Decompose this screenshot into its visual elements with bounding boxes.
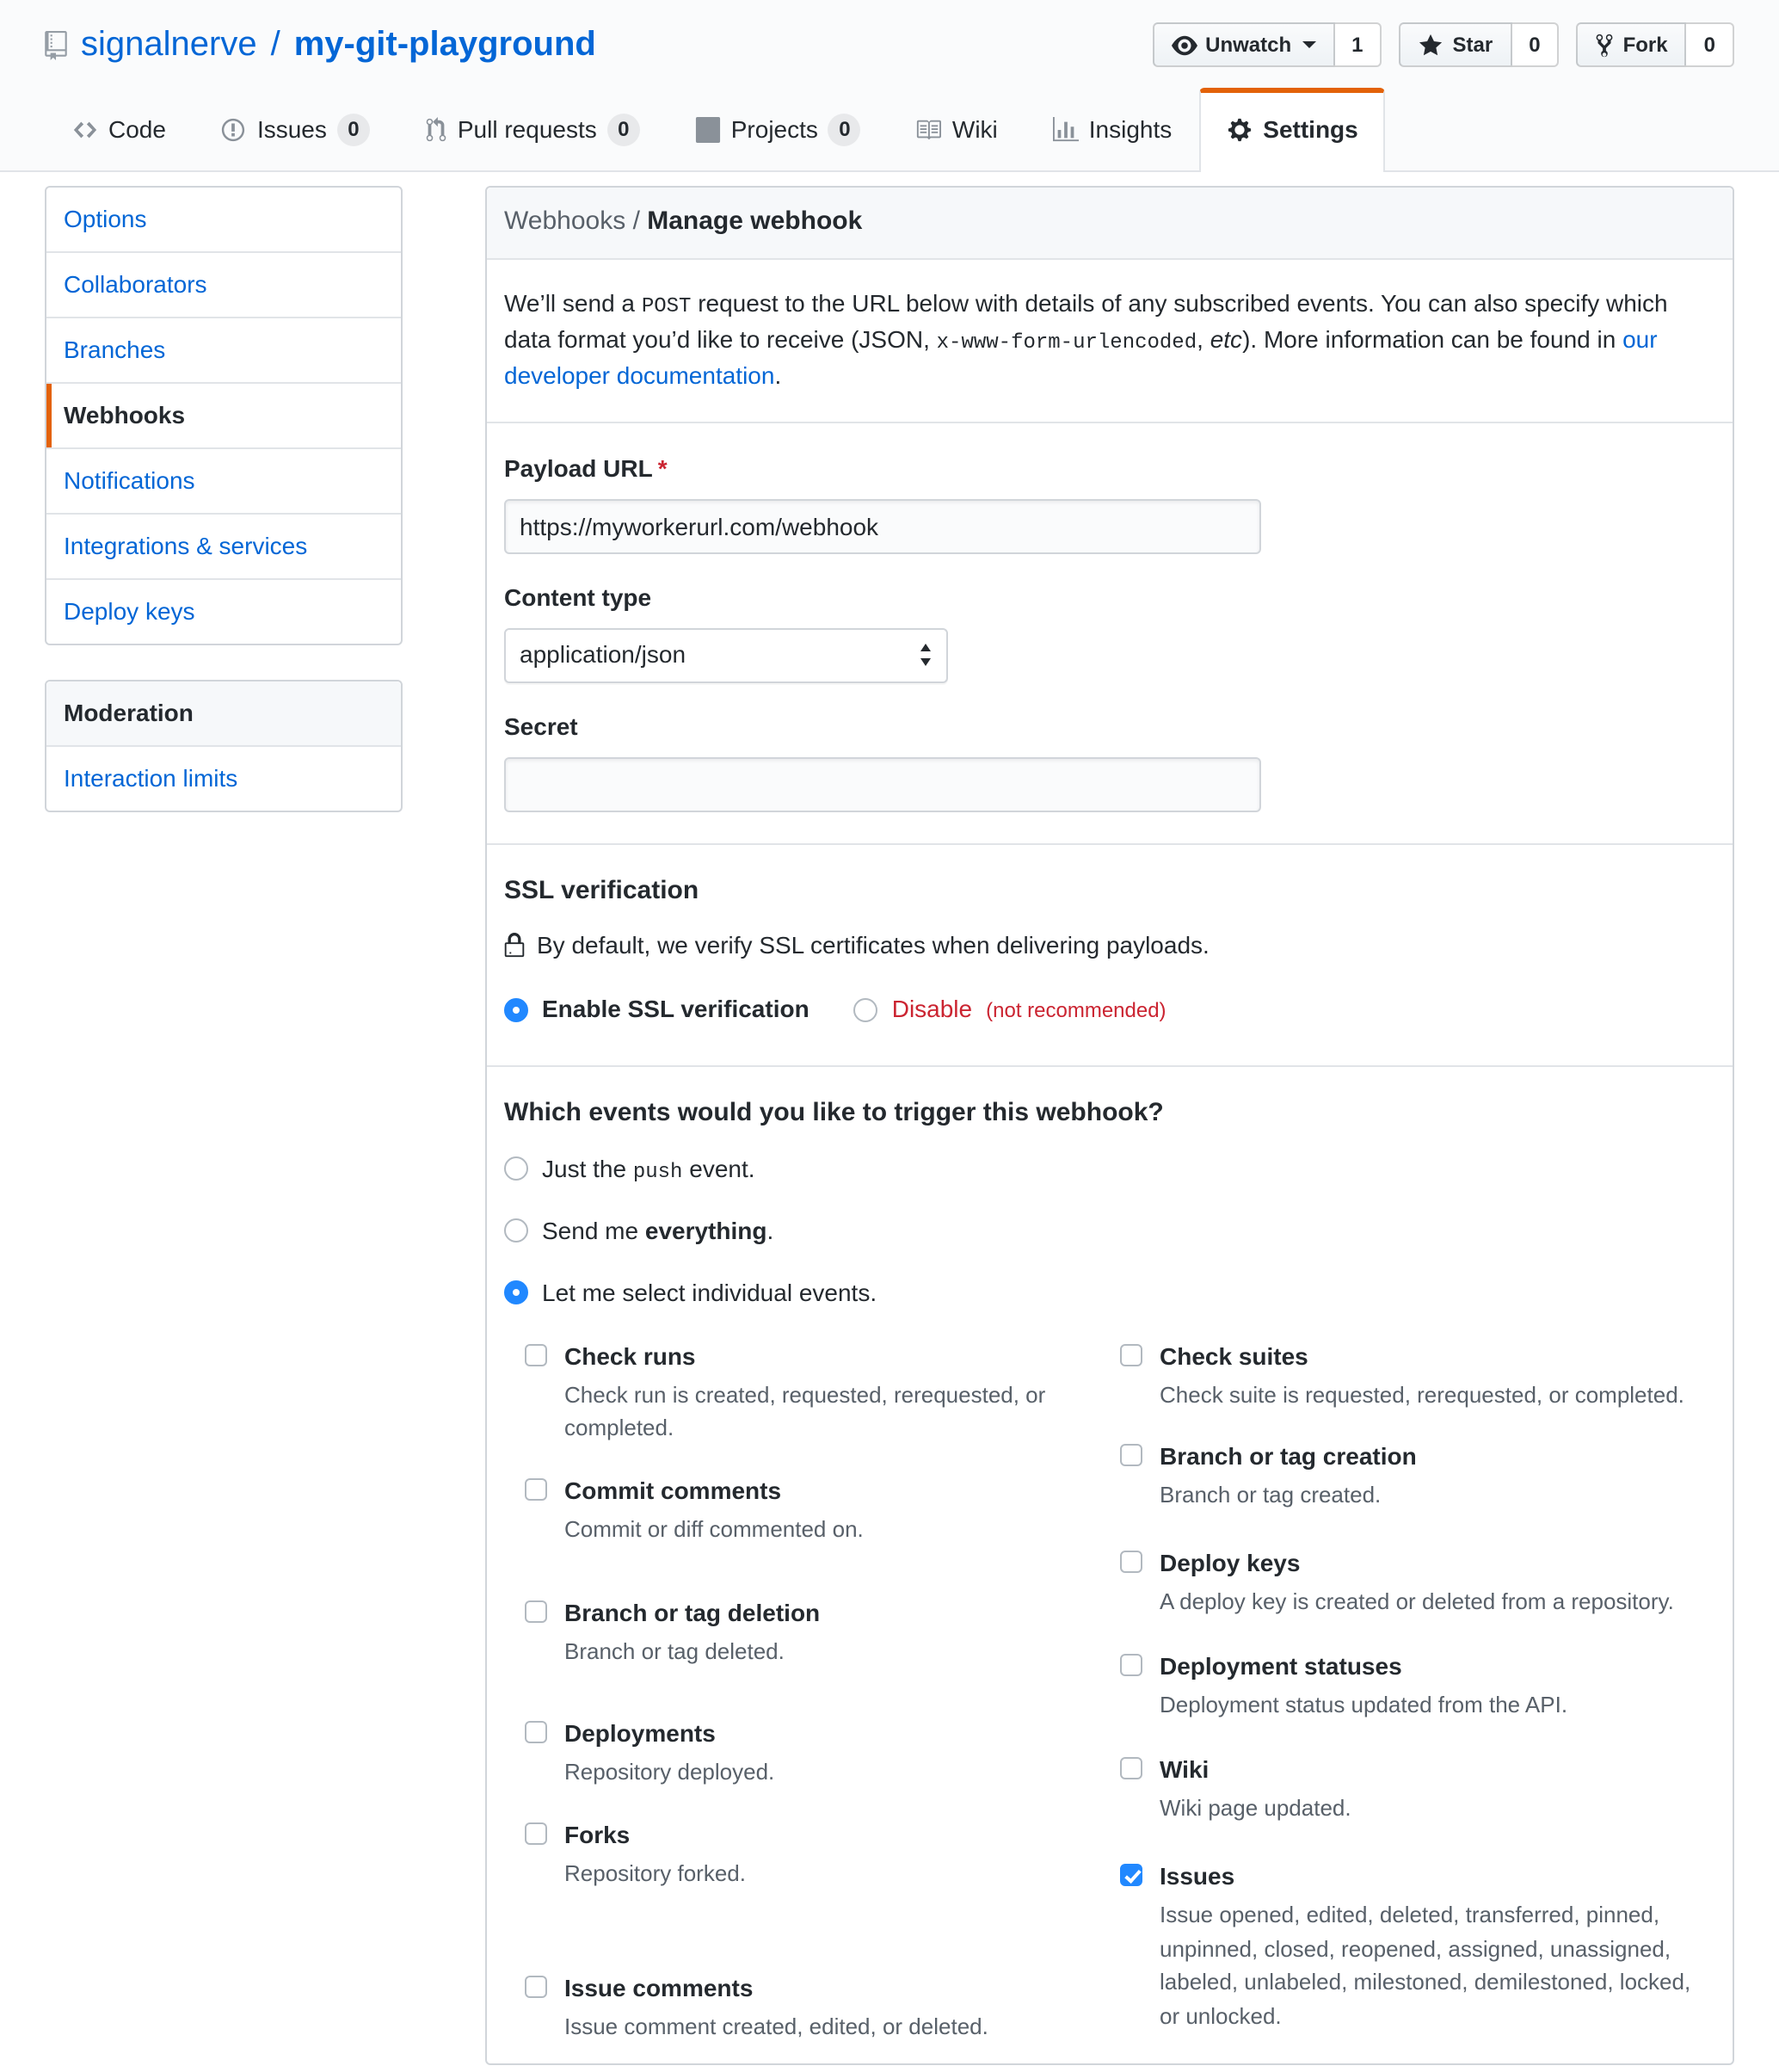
secret-label: Secret [504,712,578,739]
forks-checkbox[interactable] [525,1822,547,1845]
events-heading: Which events would you like to trigger this webhook? [504,1098,1164,1127]
disable-ssl-label: Disable [891,995,973,1022]
webhook-settings-main [485,186,1734,2065]
code-icon [72,117,98,143]
ssl-verification-section [487,842,1733,1065]
settings-sidebar [45,186,403,812]
repo-title [45,22,596,67]
event-checkbox-grid [525,1336,1715,2043]
projects-count-badge: 0 [828,114,861,146]
watch-button-group [1152,22,1382,67]
content-type-select[interactable] [504,627,948,682]
chevron-down-icon [1302,40,1315,54]
event-item-issues: Issues Issue opened, edited, deleted, transferred, pinned, unpinned, closed, reopened, assigned, unassigned, labeled, unlabeled, milestoned, demilestoned, locked, or unlocked. [1120,1859,1715,2032]
fork-button[interactable] [1577,22,1687,67]
sidebar-item-deploy-keys[interactable]: Deploy keys [46,578,401,644]
secret-input[interactable] [504,756,1261,811]
fork-icon [1596,32,1615,58]
event-radio-push-row: Just the push event. [504,1150,1715,1187]
breadcrumb-webhooks-link[interactable]: Webhooks [504,207,626,236]
event-item-wiki: Wiki Wiki page updated. [1120,1751,1715,1824]
book-icon [916,117,942,143]
everything-event-radio[interactable] [504,1218,528,1243]
event-radio-individual-row: Let me select individual events. [504,1274,1715,1310]
event-item-forks: Forks Repository forked. [525,1817,1120,1890]
commit-comments-checkbox[interactable] [525,1477,547,1500]
event-item-commit-comments: Commit comments Commit or diff commented on. [525,1472,1120,1545]
event-item-branch-tag-creation: Branch or tag creation Branch or tag created. [1120,1439,1715,1512]
sidebar-item-branches[interactable]: Branches [46,317,401,382]
issues-count-badge: 0 [337,114,370,146]
star-button[interactable] [1400,22,1512,67]
repo-name-link[interactable]: my-git-playground [293,26,596,64]
tab-wiki[interactable]: Wiki [889,88,1025,170]
event-radio-everything-row: Send me everything. [504,1212,1715,1249]
deployments-checkbox[interactable] [525,1720,547,1742]
sidebar-item-webhooks[interactable]: Webhooks [46,382,401,447]
sidebar-item-collaborators[interactable]: Collaborators [46,251,401,317]
ssl-heading: SSL verification [504,875,699,904]
pulls-count-badge: 0 [607,114,640,146]
breadcrumb: Webhooks / Manage webhook [487,188,1733,259]
sidebar-item-integrations[interactable]: Integrations & services [46,513,401,578]
project-icon [695,117,721,143]
graph-icon [1053,117,1079,143]
unwatch-label: Unwatch [1205,33,1292,57]
payload-url-input[interactable] [504,498,1261,553]
issue-icon [221,117,247,143]
push-event-radio[interactable] [504,1156,528,1181]
issues-checkbox[interactable] [1120,1864,1142,1886]
webhook-intro-text: We’ll send a POST request to the URL below with details of any subscribed events. You can also specify which data format you’d like to receive (JSON, x-www-form-urlencoded, etc). More information can be found in our developer documentation. [504,288,1668,388]
branch-tag-creation-checkbox[interactable] [1120,1444,1142,1466]
required-asterisk: * [657,453,668,481]
check-runs-checkbox[interactable] [525,1343,547,1366]
moderation-header: Moderation [46,681,401,745]
unwatch-button[interactable] [1152,22,1334,67]
disable-ssl-note: (not recommended) [986,997,1167,1021]
repo-owner-link[interactable]: signalnerve [81,26,257,64]
event-item-check-suites: Check suites Check suite is requested, rerequested, or completed. [1120,1338,1715,1411]
fork-label: Fork [1622,33,1668,57]
issue-comments-checkbox[interactable] [525,1975,547,1997]
repo-title-separator: / [270,26,280,64]
star-button-group [1400,22,1560,67]
pull-request-icon [425,117,447,143]
event-item-deploy-keys: Deploy keys A deploy key is created or deleted from a repository. [1120,1545,1715,1618]
individual-events-radio[interactable] [504,1280,528,1304]
event-item-branch-tag-deletion: Branch or tag deletion Branch or tag deleted. [525,1595,1120,1668]
repo-actions [1152,22,1734,67]
watch-count[interactable]: 1 [1334,22,1382,67]
lock-icon [504,933,525,959]
webhook-form-section [487,421,1733,842]
event-item-issue-comments: Issue comments Issue comment created, edited, or deleted. [525,1970,1120,2043]
repo-nav [45,88,1734,170]
enable-ssl-label: Enable SSL verification [542,995,809,1022]
tab-pull-requests[interactable]: Pull requests 0 [397,88,668,170]
star-label: Star [1452,33,1493,57]
page-title: Manage webhook [647,207,863,236]
ssl-note-text: By default, we verify SSL certificates when delivering payloads. [537,931,1210,959]
event-item-deployment-statuses: Deployment statuses Deployment status updated from the API. [1120,1649,1715,1722]
repo-pagehead [0,0,1779,172]
tab-settings[interactable]: Settings [1199,88,1385,172]
repo-icon [45,30,67,59]
disable-ssl-radio[interactable] [854,997,878,1021]
tab-projects[interactable]: Projects 0 [668,88,889,170]
tab-insights[interactable]: Insights [1025,88,1200,170]
star-count[interactable]: 0 [1511,22,1559,67]
gear-icon [1227,117,1253,143]
events-section [487,1065,1733,2043]
eye-icon [1171,32,1197,58]
tab-issues[interactable]: Issues 0 [194,88,397,170]
select-caret-icon [919,644,933,666]
sidebar-item-options[interactable]: Options [64,205,147,232]
wiki-checkbox[interactable] [1120,1756,1142,1779]
sidebar-item-interaction-limits[interactable]: Interaction limits [46,745,401,811]
payload-url-label: Payload URL * [504,453,668,481]
fork-button-group [1577,22,1734,67]
fork-count[interactable]: 0 [1687,22,1734,67]
event-item-check-runs: Check runs Check run is created, requested, rerequested, or completed. [525,1338,1120,1445]
content-type-value: application/json [520,640,686,668]
moderation-menu [45,680,403,812]
sidebar-item-notifications[interactable]: Notifications [46,447,401,513]
developer-documentation-link[interactable]: our developer documentation [504,324,1658,388]
deploy-keys-checkbox[interactable] [1120,1550,1142,1572]
check-suites-checkbox[interactable] [1120,1343,1142,1366]
event-item-deployments: Deployments Repository deployed. [525,1715,1120,1788]
enable-ssl-radio[interactable] [504,997,528,1021]
content-type-label: Content type [504,583,652,610]
deployment-statuses-checkbox[interactable] [1120,1654,1142,1676]
branch-tag-deletion-checkbox[interactable] [525,1600,547,1623]
star-icon [1419,32,1444,58]
settings-menu [45,186,403,645]
tab-code[interactable]: Code [45,88,194,170]
